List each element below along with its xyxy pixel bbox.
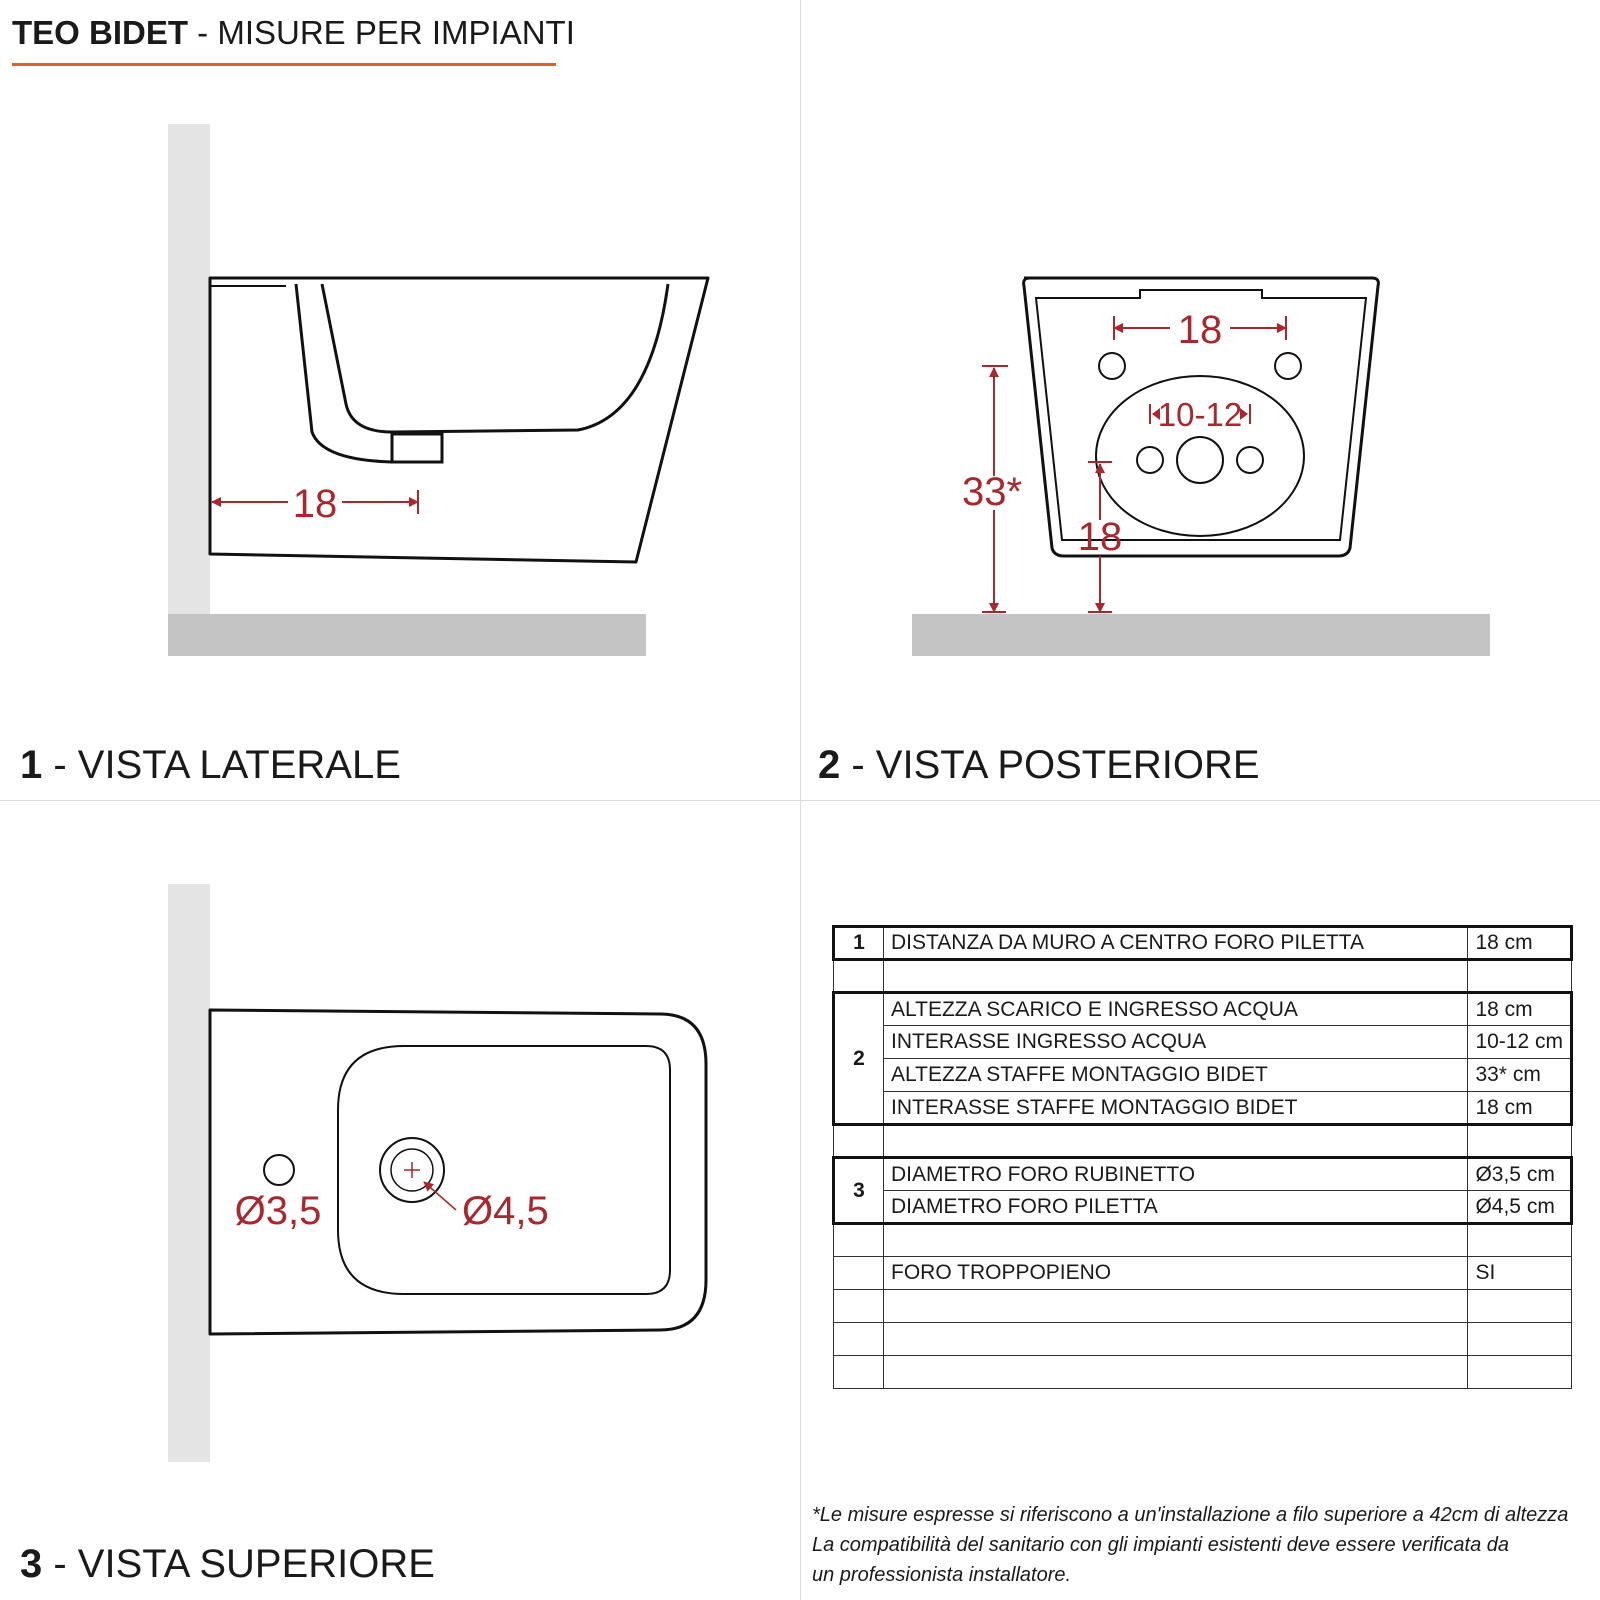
row-value: SI — [1468, 1257, 1572, 1290]
wall — [168, 124, 210, 614]
table-row — [834, 1191, 1572, 1224]
row-description: INTERASSE STAFFE MONTAGGIO BIDET — [884, 1092, 1468, 1125]
row-value: 10-12 cm — [1468, 1026, 1572, 1059]
table-row-empty — [834, 1356, 1572, 1389]
table-row — [834, 1092, 1572, 1125]
row-description: DIAMETRO FORO RUBINETTO — [884, 1158, 1468, 1191]
view-number-side: 1 — [20, 743, 43, 787]
title-product: TEO BIDET — [12, 14, 189, 51]
footnote-line: *Le misure espresse si riferiscono a un'installazione a filo superiore a 42cm di altezza — [812, 1504, 1569, 1526]
spec-table — [832, 925, 1573, 1389]
rear-view-drawing — [912, 278, 1490, 656]
spec-extra — [834, 1224, 1572, 1389]
view-title-top: - VISTA SUPERIORE — [42, 1542, 435, 1586]
bracket-hole-left — [1099, 353, 1125, 379]
dim-label-inlet-spacing: 10-12 — [1157, 396, 1243, 433]
footnote — [812, 1500, 1568, 1590]
view-number-rear: 2 — [818, 743, 841, 787]
row-number: 2 — [834, 993, 884, 1125]
footnote-line: La compatibilità del sanitario con gli impianti esistenti deve essere verificata da — [812, 1534, 1510, 1556]
spec-group-2 — [834, 993, 1572, 1125]
row-description: INTERASSE INGRESSO ACQUA — [884, 1026, 1468, 1059]
top-view-drawing — [168, 884, 706, 1462]
row-value: 18 cm — [1468, 993, 1572, 1026]
table-row — [834, 1059, 1572, 1092]
drain-outlet-side — [392, 434, 442, 462]
dim-label-brackets-height: 33* — [961, 470, 1023, 514]
side-view-drawing — [168, 124, 708, 656]
table-row-empty — [834, 1224, 1572, 1257]
dim-label-tap-hole: Ø3,5 — [234, 1189, 322, 1233]
row-description: DISTANZA DA MURO A CENTRO FORO PILETTA — [884, 927, 1468, 960]
table-row-empty — [834, 960, 1572, 993]
table-row — [834, 993, 1572, 1026]
bidet-body-side — [210, 278, 708, 562]
tap-hole-top — [264, 1155, 294, 1185]
water-inlet-left — [1137, 447, 1163, 473]
table-row-empty — [834, 1125, 1572, 1158]
table-row — [834, 927, 1572, 960]
view-label-rear — [818, 743, 1260, 788]
spec-group-3 — [834, 1158, 1572, 1224]
water-inlet-right — [1237, 447, 1263, 473]
table-row — [834, 1026, 1572, 1059]
row-value: 18 cm — [1468, 1092, 1572, 1125]
row-description: ALTEZZA STAFFE MONTAGGIO BIDET — [884, 1059, 1468, 1092]
dim-label-wall-to-drain: 18 — [292, 482, 338, 526]
row-value: Ø3,5 cm — [1468, 1158, 1572, 1191]
row-value: Ø4,5 cm — [1468, 1191, 1572, 1224]
spec-spacer — [834, 960, 1572, 993]
row-value: 18 cm — [1468, 927, 1572, 960]
bracket-hole-right — [1275, 353, 1301, 379]
title-subtitle: - MISURE PER IMPIANTI — [188, 14, 575, 51]
view-label-top — [20, 1542, 435, 1587]
table-row-empty — [834, 1290, 1572, 1323]
view-number-top: 3 — [20, 1542, 43, 1586]
row-number: 1 — [834, 927, 884, 960]
drain-hole-rear — [1177, 437, 1223, 483]
footnote-line: un professionista installatore. — [812, 1564, 1072, 1586]
view-title-side: - VISTA LATERALE — [42, 743, 401, 787]
row-number: 3 — [834, 1158, 884, 1224]
row-value: 33* cm — [1468, 1059, 1572, 1092]
spec-spacer — [834, 1125, 1572, 1158]
dim-label-drain-hole: Ø4,5 — [462, 1189, 549, 1233]
dim-label-brackets-spacing: 18 — [1177, 308, 1223, 352]
table-row-empty — [834, 1323, 1572, 1356]
view-label-side — [20, 743, 401, 788]
dim-label-drain-height: 18 — [1077, 515, 1123, 559]
row-description: FORO TROPPOPIENO — [884, 1257, 1468, 1290]
spec-group-1 — [834, 927, 1572, 960]
floor — [168, 614, 646, 656]
floor-rear — [912, 614, 1490, 656]
table-row — [834, 1158, 1572, 1191]
view-title-rear: - VISTA POSTERIORE — [840, 743, 1260, 787]
row-description: ALTEZZA SCARICO E INGRESSO ACQUA — [884, 993, 1468, 1026]
row-description: DIAMETRO FORO PILETTA — [884, 1191, 1468, 1224]
table-row — [834, 1257, 1572, 1290]
wall-top — [168, 884, 210, 1462]
